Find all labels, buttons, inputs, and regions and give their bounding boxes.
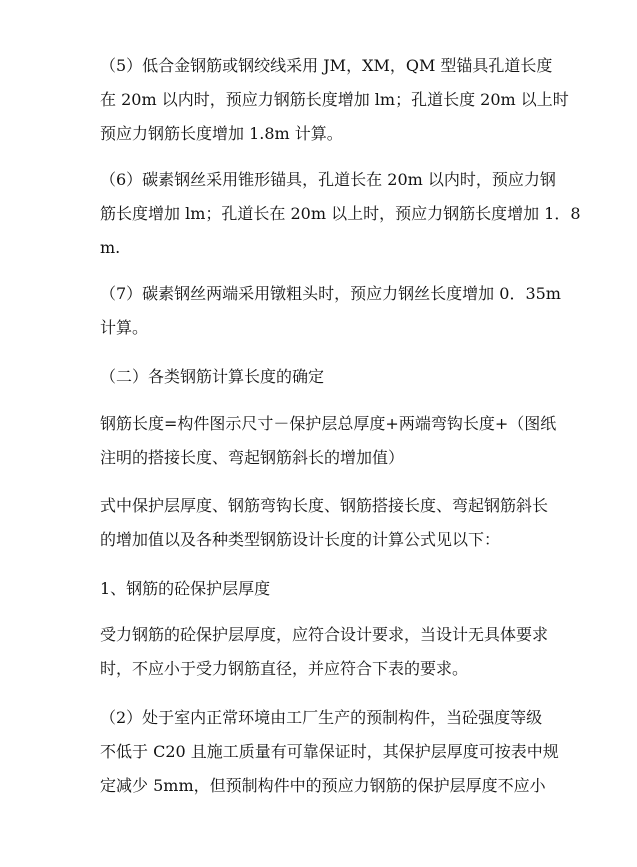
text-line: 预应力钢筋长度增加 1.8m 计算。 <box>100 124 343 143</box>
text-line: 的增加值以及各种类型钢筋设计长度的计算公式见以下： <box>100 530 501 549</box>
text-line: 式中保护层厚度、钢筋弯钩长度、钢筋搭接长度、弯起钢筋斜长 <box>100 496 549 515</box>
text-line: 筋长度增加 lm；孔道长在 20m 以上时，预应力钢筋长度增加 1．8 <box>100 204 581 223</box>
text-line: 时，不应小于受力钢筋直径，并应符合下表的要求。 <box>100 659 469 678</box>
formula-paragraph <box>100 407 560 475</box>
text-line: 在 20m 以内时，预应力钢筋长度增加 lm；孔道长度 20m 以上时 <box>100 90 569 109</box>
text-line: 钢筋长度=构件图示尺寸－保护层总厚度+两端弯钩长度+（图纸 <box>100 414 557 433</box>
text-line: （5）低合金钢筋或钢绞线采用 JM，XM，QM 型锚具孔道长度 <box>100 56 553 75</box>
text-line: m. <box>100 238 121 257</box>
text-line: （6）碳素钢丝采用锥形锚具，孔道长在 20m 以内时，预应力钢 <box>100 170 556 189</box>
paragraph-item-2 <box>100 701 560 803</box>
text-line: 1、钢筋的砼保护层厚度 <box>100 579 271 598</box>
requirement-paragraph <box>100 618 560 686</box>
paragraph-item-5 <box>100 49 569 151</box>
text-line: （2）处于室内正常环境由工厂生产的预制构件，当砼强度等级 <box>100 708 543 727</box>
text-line: 不低于 C20 且施工质量有可靠保证时，其保护层厚度可按表中规 <box>100 742 559 761</box>
text-line: 注明的搭接长度、弯起钢筋斜长的增加值） <box>100 448 405 467</box>
text-line: （7）碳素钢丝两端采用镦粗头时，预应力钢丝长度增加 0．35m <box>100 284 561 303</box>
subsection-heading <box>100 572 560 606</box>
section-heading <box>100 360 560 394</box>
paragraph-item-7 <box>100 277 560 345</box>
text-line: （二）各类钢筋计算长度的确定 <box>100 367 325 386</box>
text-line: 计算。 <box>100 318 149 337</box>
text-line: 定减少 5mm，但预制构件中的预应力钢筋的保护层厚度不应小 <box>100 776 546 795</box>
paragraph-item-6 <box>100 163 581 265</box>
explanation-paragraph <box>100 489 560 557</box>
text-line: 受力钢筋的砼保护层厚度，应符合设计要求，当设计无具体要求 <box>100 625 549 644</box>
